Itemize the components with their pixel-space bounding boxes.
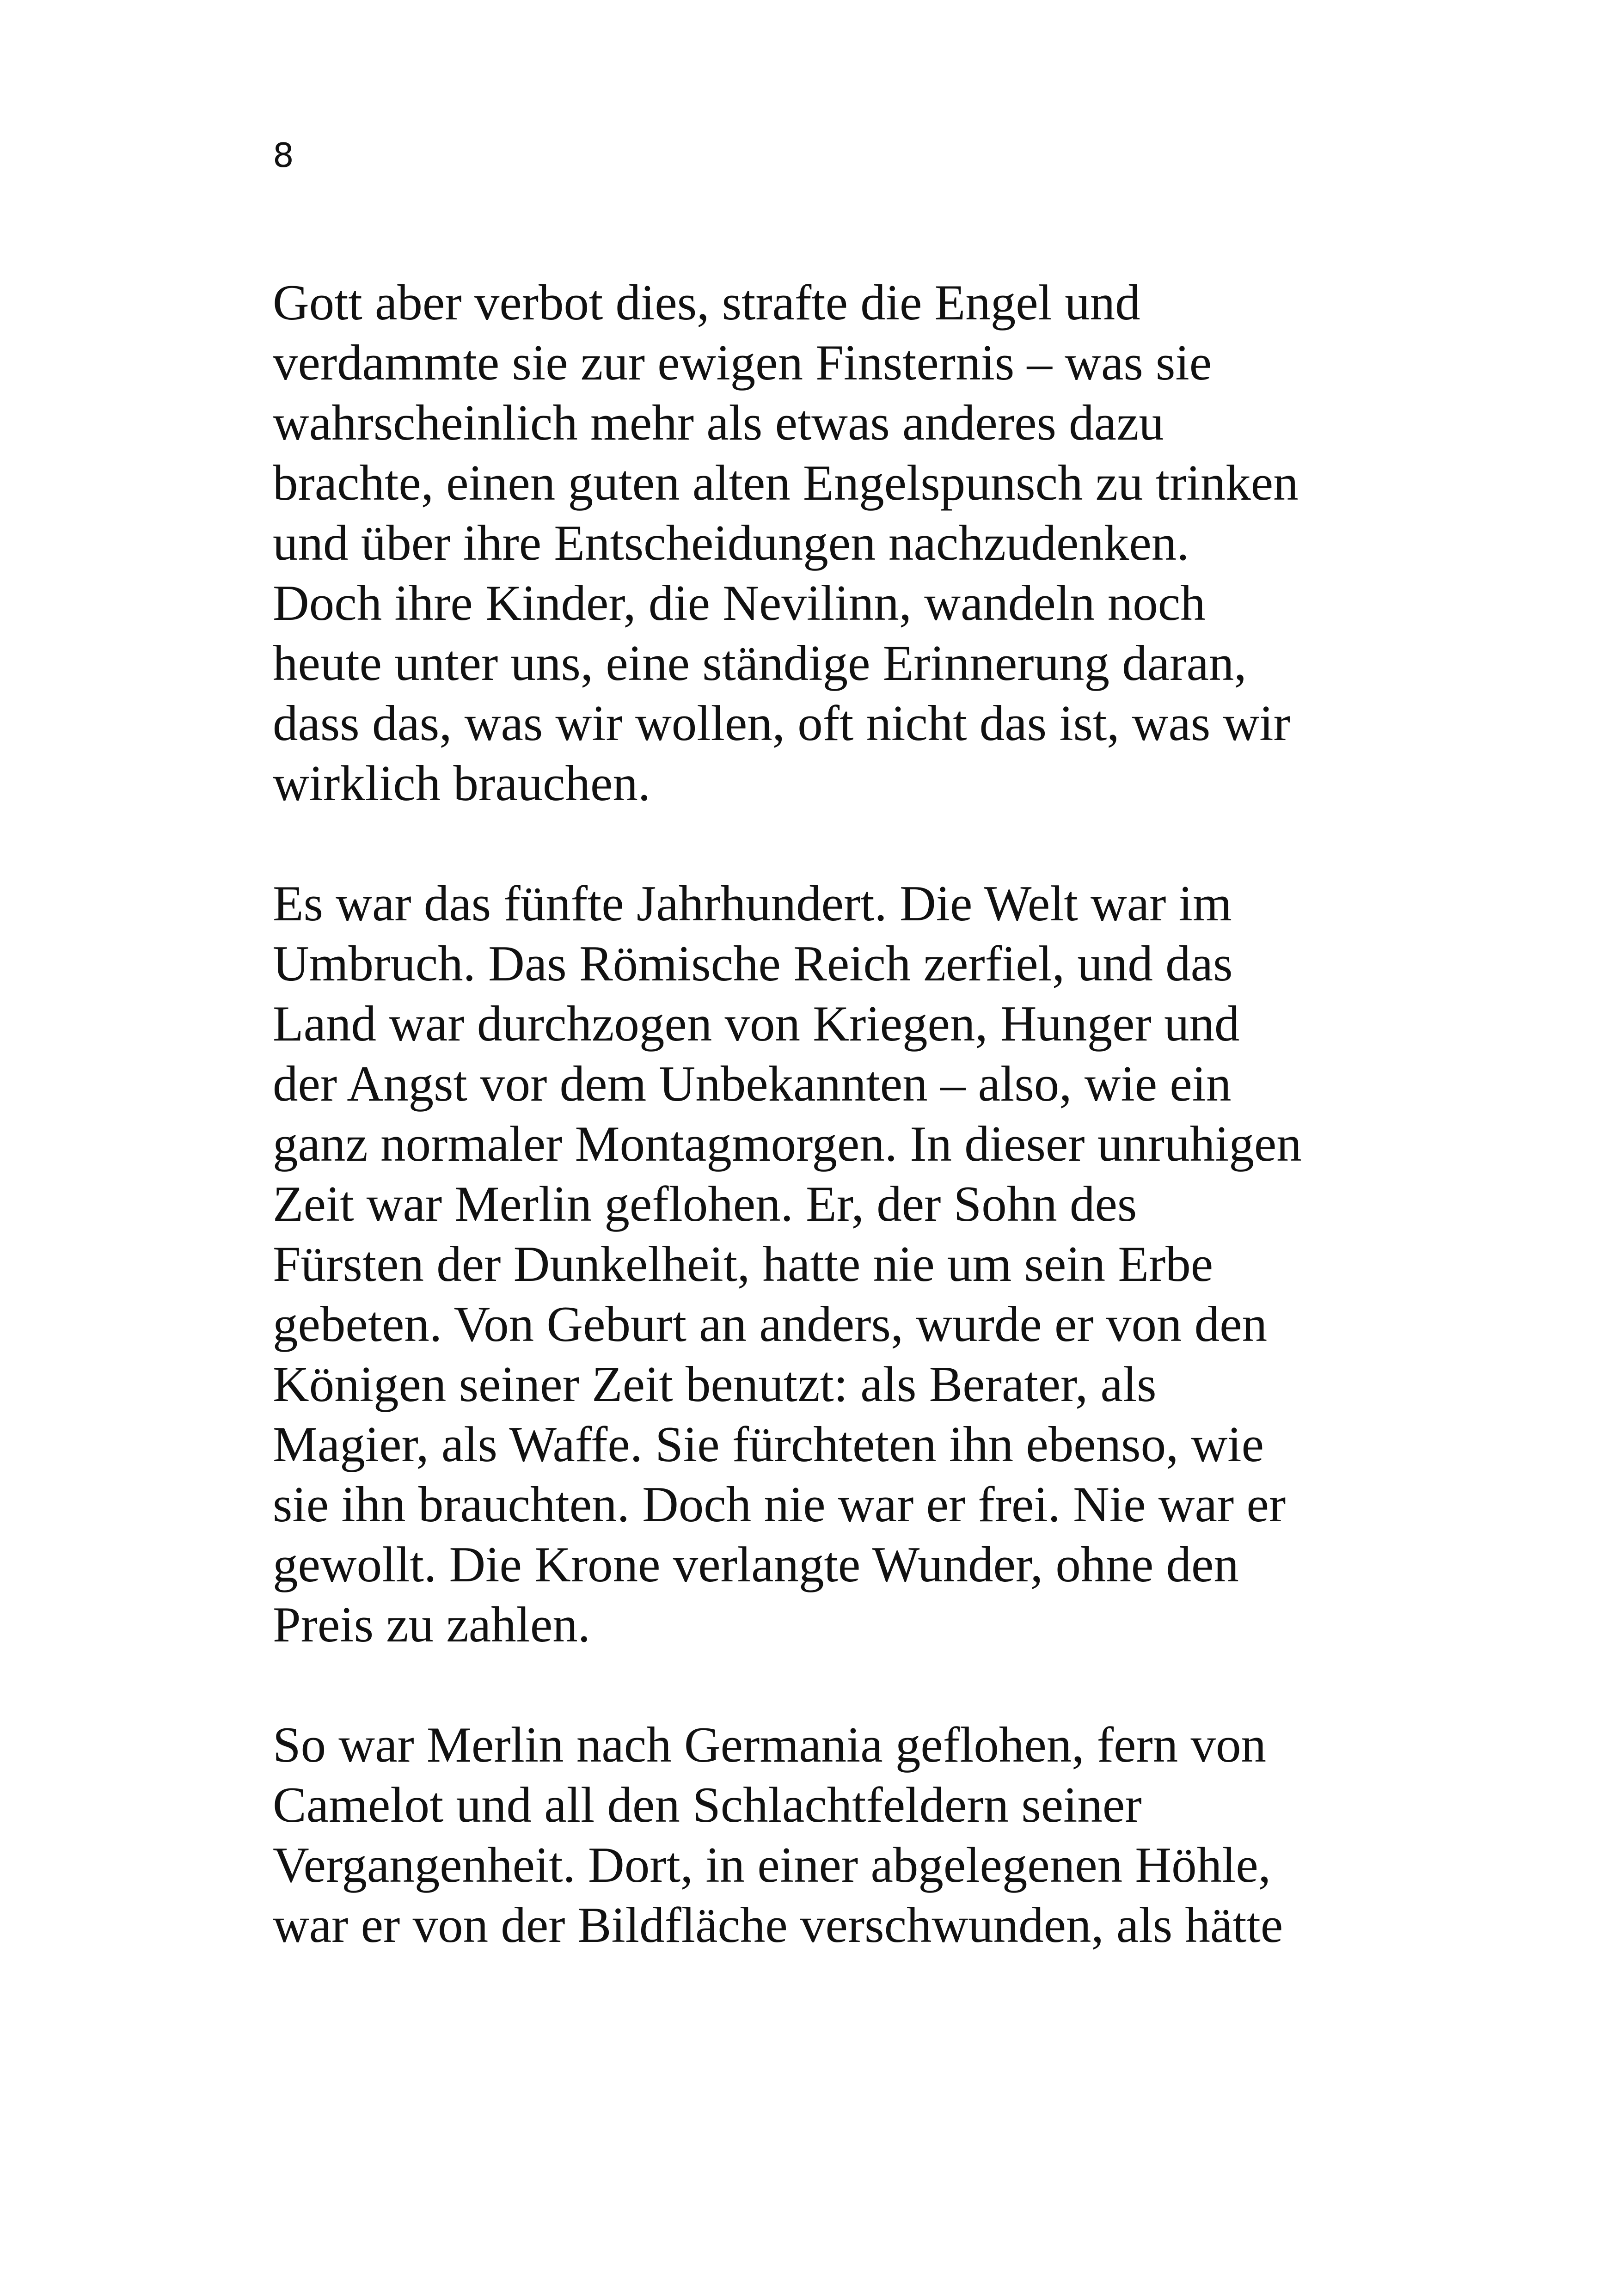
- text-line: wirklich brauchen.: [273, 755, 651, 811]
- text-line: heute unter uns, eine ständige Erinnerung daran,: [273, 635, 1247, 691]
- body-text: [273, 273, 1387, 1955]
- paragraph: [273, 874, 1387, 1655]
- text-line: gebeten. Von Geburt an anders, wurde er von den: [273, 1296, 1268, 1352]
- text-line: Preis zu zahlen.: [273, 1597, 591, 1653]
- text-line: Gott aber verbot dies, strafte die Engel und: [273, 275, 1140, 331]
- text-line: Doch ihre Kinder, die Nevilinn, wandeln noch: [273, 575, 1206, 631]
- page-number: 8: [273, 136, 294, 175]
- text-line: war er von der Bildfläche verschwunden, als hätte: [273, 1897, 1283, 1953]
- text-line: und über ihre Entscheidungen nachzudenken.: [273, 515, 1189, 571]
- text-line: Vergangenheit. Dort, in einer abgelegenen Höhle,: [273, 1837, 1271, 1893]
- text-line: brachte, einen guten alten Engelspunsch zu trinken: [273, 455, 1299, 511]
- text-line: Königen seiner Zeit benutzt: als Berater, als: [273, 1356, 1157, 1412]
- paragraph: [273, 273, 1387, 814]
- text-line: Magier, als Waffe. Sie fürchteten ihn ebenso, wie: [273, 1416, 1264, 1472]
- text-line: Es war das fünfte Jahrhundert. Die Welt war im: [273, 876, 1232, 931]
- text-line: So war Merlin nach Germania geflohen, fern von: [273, 1717, 1266, 1773]
- text-line: der Angst vor dem Unbekannten – also, wie ein: [273, 1056, 1232, 1112]
- text-line: sie ihn brauchten. Doch nie war er frei. Nie war er: [273, 1476, 1286, 1532]
- text-line: ganz normaler Montagmorgen. In dieser unruhigen: [273, 1116, 1302, 1172]
- text-line: Umbruch. Das Römische Reich zerfiel, und das: [273, 936, 1233, 992]
- text-line: Zeit war Merlin geflohen. Er, der Sohn des: [273, 1176, 1137, 1232]
- text-line: Fürsten der Dunkelheit, hatte nie um sein Erbe: [273, 1236, 1214, 1292]
- text-line: verdammte sie zur ewigen Finsternis – was sie: [273, 335, 1212, 391]
- text-line: wahrscheinlich mehr als etwas anderes dazu: [273, 395, 1164, 451]
- paragraph: [273, 1715, 1387, 1955]
- text-line: gewollt. Die Krone verlangte Wunder, ohne den: [273, 1537, 1239, 1592]
- text-line: Land war durchzogen von Kriegen, Hunger und: [273, 996, 1240, 1052]
- text-line: Camelot und all den Schlachtfeldern seiner: [273, 1777, 1142, 1833]
- text-line: dass das, was wir wollen, oft nicht das ist, was wir: [273, 695, 1290, 751]
